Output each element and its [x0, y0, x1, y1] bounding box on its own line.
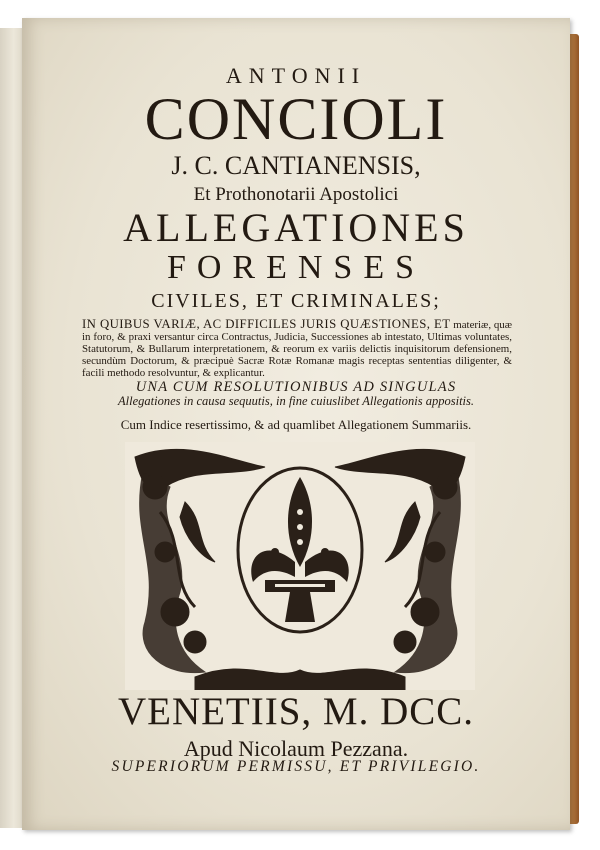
title-line-3: CIVILES, ET CRIMINALES; — [151, 290, 441, 312]
description-block — [82, 318, 512, 379]
privilege: SUPERIORUM PERMISSU, ET PRIVILEGIO. — [111, 758, 481, 775]
description-text: materiæ, quæ in foro, & praxi versantur circa Contractus, Judicia, Successiones ab intestato, Ultimas voluntates, Statutorum, & Bullarum interpretationem, & reorum ex variis delictis inquisitorum defensionem, secundùm Doctorum, & præcipuè Sacræ Rotæ Romanæ magis receptas sententias diligenter, & facili methodo resolvuntur, & explicantur. — [82, 319, 512, 379]
title-line-2: FORENSES — [166, 249, 426, 286]
description-caps: IN QUIBUS VARIÆ, AC DIFFICILES JURIS QUÆSTIONES, ET — [82, 317, 451, 331]
place-date: VENETIIS, M. DCC. — [117, 690, 475, 733]
author-last-name: CONCIOLI — [144, 86, 448, 152]
printer: Apud Nicolaum Pezzana. — [183, 736, 409, 761]
fleur-de-lis-woodcut-icon — [125, 442, 475, 690]
title-page — [22, 18, 570, 830]
una-cum-line: UNA CUM RESOLUTIONIBUS AD SINGULAS — [135, 379, 457, 395]
allegationes-line: Allegationes in causa sequutis, in fine cuiuslibet Allegationis appositis. — [118, 394, 474, 408]
author-office: Et Prothonotarii Apostolici — [193, 184, 399, 205]
author-first-name: ANTONII — [225, 63, 367, 88]
title-line-1: ALLEGATIONES — [123, 205, 469, 250]
author-origin: J. C. CANTIANENSIS, — [171, 151, 421, 180]
index-line: Cum Indice resertissimo, & ad quamlibet Allegationem Summariis. — [120, 417, 472, 432]
